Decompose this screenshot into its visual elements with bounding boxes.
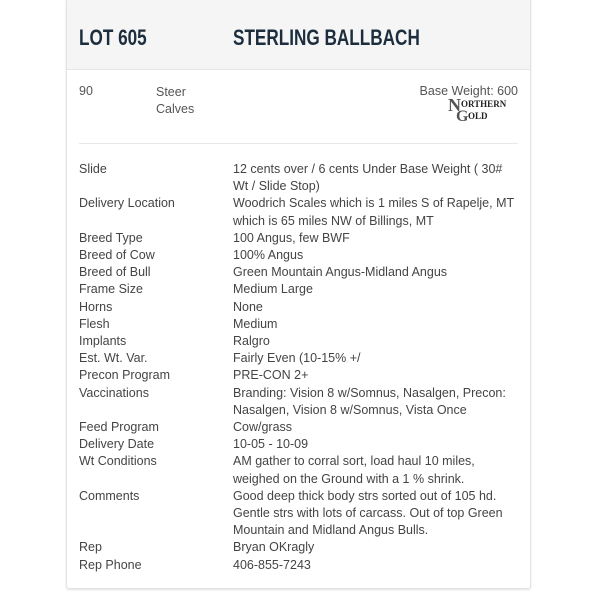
lot-header [67, 0, 530, 70]
detail-label: Frame Size [79, 282, 143, 297]
detail-value: 100% Angus [233, 248, 304, 263]
detail-value: Green Mountain Angus-Midland Angus [233, 265, 448, 280]
divider [79, 143, 518, 144]
details-list [79, 161, 519, 574]
detail-row [79, 299, 519, 316]
detail-row [79, 161, 519, 195]
detail-value: Fairly Even (10-15% +/ [233, 351, 361, 366]
detail-label: Breed of Cow [79, 248, 155, 263]
detail-label: Feed Program [79, 420, 159, 435]
lot-number: LOT 605 [79, 25, 147, 50]
detail-value: Good deep thick body strs sorted out of 105 hd. Gentle strs with lots of carcass. Out of top Green Mountain and Midland Angus Bulls. [233, 488, 503, 538]
detail-row [79, 281, 519, 298]
svg-text:N: N [448, 96, 461, 115]
detail-label: Horns [79, 299, 113, 314]
detail-label: Flesh [79, 316, 110, 331]
detail-row [79, 557, 519, 574]
detail-row [79, 419, 519, 436]
detail-row [79, 264, 519, 281]
detail-value: 406-855-7243 [233, 557, 311, 572]
detail-row [79, 453, 519, 487]
detail-label: Rep Phone [79, 557, 142, 572]
detail-label: Comments [79, 488, 140, 503]
detail-row [79, 367, 519, 384]
detail-label: Rep [79, 540, 102, 555]
detail-value: 12 cents over / 6 cents Under Base Weight ( 30# Wt / Slide Stop) [233, 162, 503, 194]
lot-summary [67, 70, 530, 144]
detail-value: Medium [233, 316, 278, 331]
detail-label: Delivery Location [79, 196, 175, 211]
detail-value: 10-05 - 10-09 [233, 437, 309, 452]
northern-gold-logo [448, 96, 518, 122]
detail-value: Ralgro [233, 334, 270, 349]
detail-label: Slide [79, 162, 107, 176]
detail-value: Bryan OKragly [233, 540, 315, 555]
detail-row [79, 247, 519, 264]
cattle-type: Steer Calves [156, 85, 195, 116]
detail-label: Breed of Bull [79, 265, 151, 280]
detail-label: Precon Program [79, 368, 171, 383]
detail-value: None [233, 299, 263, 314]
detail-label: Est. Wt. Var. [79, 351, 148, 366]
head-count: 90 [79, 84, 93, 98]
lot-card [66, 0, 531, 589]
detail-row [79, 350, 519, 367]
detail-row [79, 230, 519, 247]
detail-value: Woodrich Scales which is 1 miles S of Rapelje, MT which is 65 miles NW of Billings, MT [233, 196, 514, 228]
detail-value: AM gather to corral sort, load haul 10 miles, weighed on the Ground with a 1 % shrink. [233, 454, 475, 486]
detail-row [79, 195, 519, 229]
svg-text:OLD: OLD [468, 111, 488, 121]
detail-row [79, 539, 519, 556]
detail-value: Medium Large [233, 282, 313, 297]
base-weight: Base Weight: 600 [419, 84, 518, 98]
svg-text:ORTHERN: ORTHERN [461, 99, 507, 109]
detail-label: Delivery Date [79, 437, 155, 452]
detail-row [79, 385, 519, 419]
detail-row [79, 316, 519, 333]
detail-row [79, 488, 519, 540]
detail-value: 100 Angus, few BWF [233, 230, 350, 245]
detail-value: Branding: Vision 8 w/Somnus, Nasalgen, Precon: Nasalgen, Vision 8 w/Somnus, Vista Once [233, 385, 506, 417]
detail-value: Cow/grass [233, 420, 293, 435]
detail-row [79, 333, 519, 350]
detail-label: Implants [79, 334, 127, 349]
svg-text:G: G [456, 108, 469, 122]
detail-label: Wt Conditions [79, 454, 157, 469]
detail-label: Breed Type [79, 230, 143, 245]
detail-label: Vaccinations [79, 385, 149, 400]
seller-name: STERLING BALLBACH [233, 25, 420, 50]
detail-value: PRE-CON 2+ [233, 368, 309, 383]
detail-row [79, 436, 519, 453]
